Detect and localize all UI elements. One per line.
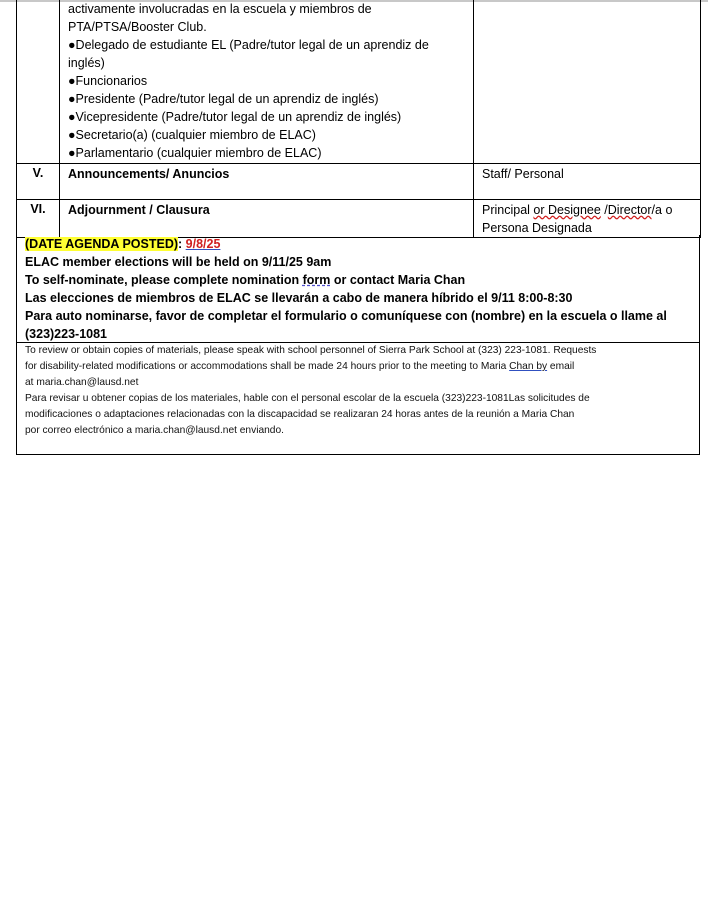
list-item: ●Parlamentario (cualquier miembro de ELAC) — [68, 146, 322, 160]
row-responsible: Principal or Designee /Director/a o Persona Designada — [474, 199, 701, 237]
nomination-details — [60, 0, 474, 163]
row-number: V. — [17, 163, 60, 199]
agenda-table — [16, 0, 701, 238]
list-item: PTA/PTSA/Booster Club. — [68, 20, 207, 34]
agenda-posted-section — [16, 235, 700, 343]
notice-es-line: por correo electrónico a maria.chan@lausd.net enviando. — [25, 425, 284, 436]
row-topic: Announcements/ Anuncios — [68, 166, 230, 181]
notice-es-line: Para revisar u obtener copias de los materiales, hable con el personal escolar de la escuela (323)223-1081Las solicitudes de — [25, 393, 590, 404]
self-nominate-es: Para auto nominarse, favor de completar el formulario o comuníquese con (nombre) en la escuela o llame al — [25, 309, 667, 323]
notice-es-line: modificaciones o adaptaciones relacionadas con la discapacidad se realizaran 24 horas antes de la reunión a Maria Chan — [25, 409, 575, 420]
date-posted-value: 9/8/25 — [185, 237, 221, 251]
row-number: VI. — [17, 199, 60, 237]
accommodation-notice — [16, 343, 700, 455]
election-notice-en: ELAC member elections will be held on 9/11/25 9am — [25, 255, 332, 269]
notice-en-line: To review or obtain copies of materials, please speak with school personnel of Sierra Park School at (323) 223-1081. Requests — [25, 345, 597, 356]
notice-en-line: for disability-related modifications or accommodations shall be made 24 hours prior to the meeting to Maria Chan by email — [25, 361, 575, 372]
notice-en-line: at maria.chan@lausd.net — [25, 377, 139, 388]
table-row — [17, 0, 701, 163]
election-notice-es: Las elecciones de miembros de ELAC se llevarán a cabo de manera híbrido el 9/11 8:00-8:30 — [25, 291, 573, 305]
list-item: ●Secretario(a) (cualquier miembro de ELAC) — [68, 128, 316, 142]
self-nominate-en: To self-nominate, please complete nomination form or contact Maria Chan — [25, 273, 466, 287]
date-posted-label: (DATE AGENDA POSTED) — [25, 237, 179, 251]
list-item: ●Delegado de estudiante EL (Padre/tutor legal de un aprendiz de — [68, 38, 429, 52]
table-row — [17, 163, 701, 199]
list-item: inglés) — [68, 56, 105, 70]
table-row — [17, 199, 701, 237]
list-item: ●Presidente (Padre/tutor legal de un aprendiz de inglés) — [68, 92, 379, 106]
list-item: activamente involucradas en la escuela y miembros de — [68, 2, 372, 16]
phone-number: (323)223-1081 — [25, 327, 108, 341]
row-number-cell — [17, 0, 60, 163]
responsible-cell — [474, 0, 701, 163]
list-item: ●Funcionarios — [68, 74, 148, 88]
row-responsible: Staff/ Personal — [482, 166, 564, 181]
row-topic: Adjournment / Clausura — [68, 202, 210, 217]
date-posted-line: (DATE AGENDA POSTED): 9/8/25 — [25, 237, 221, 251]
list-item: ●Vicepresidente (Padre/tutor legal de un aprendiz de inglés) — [68, 110, 402, 124]
